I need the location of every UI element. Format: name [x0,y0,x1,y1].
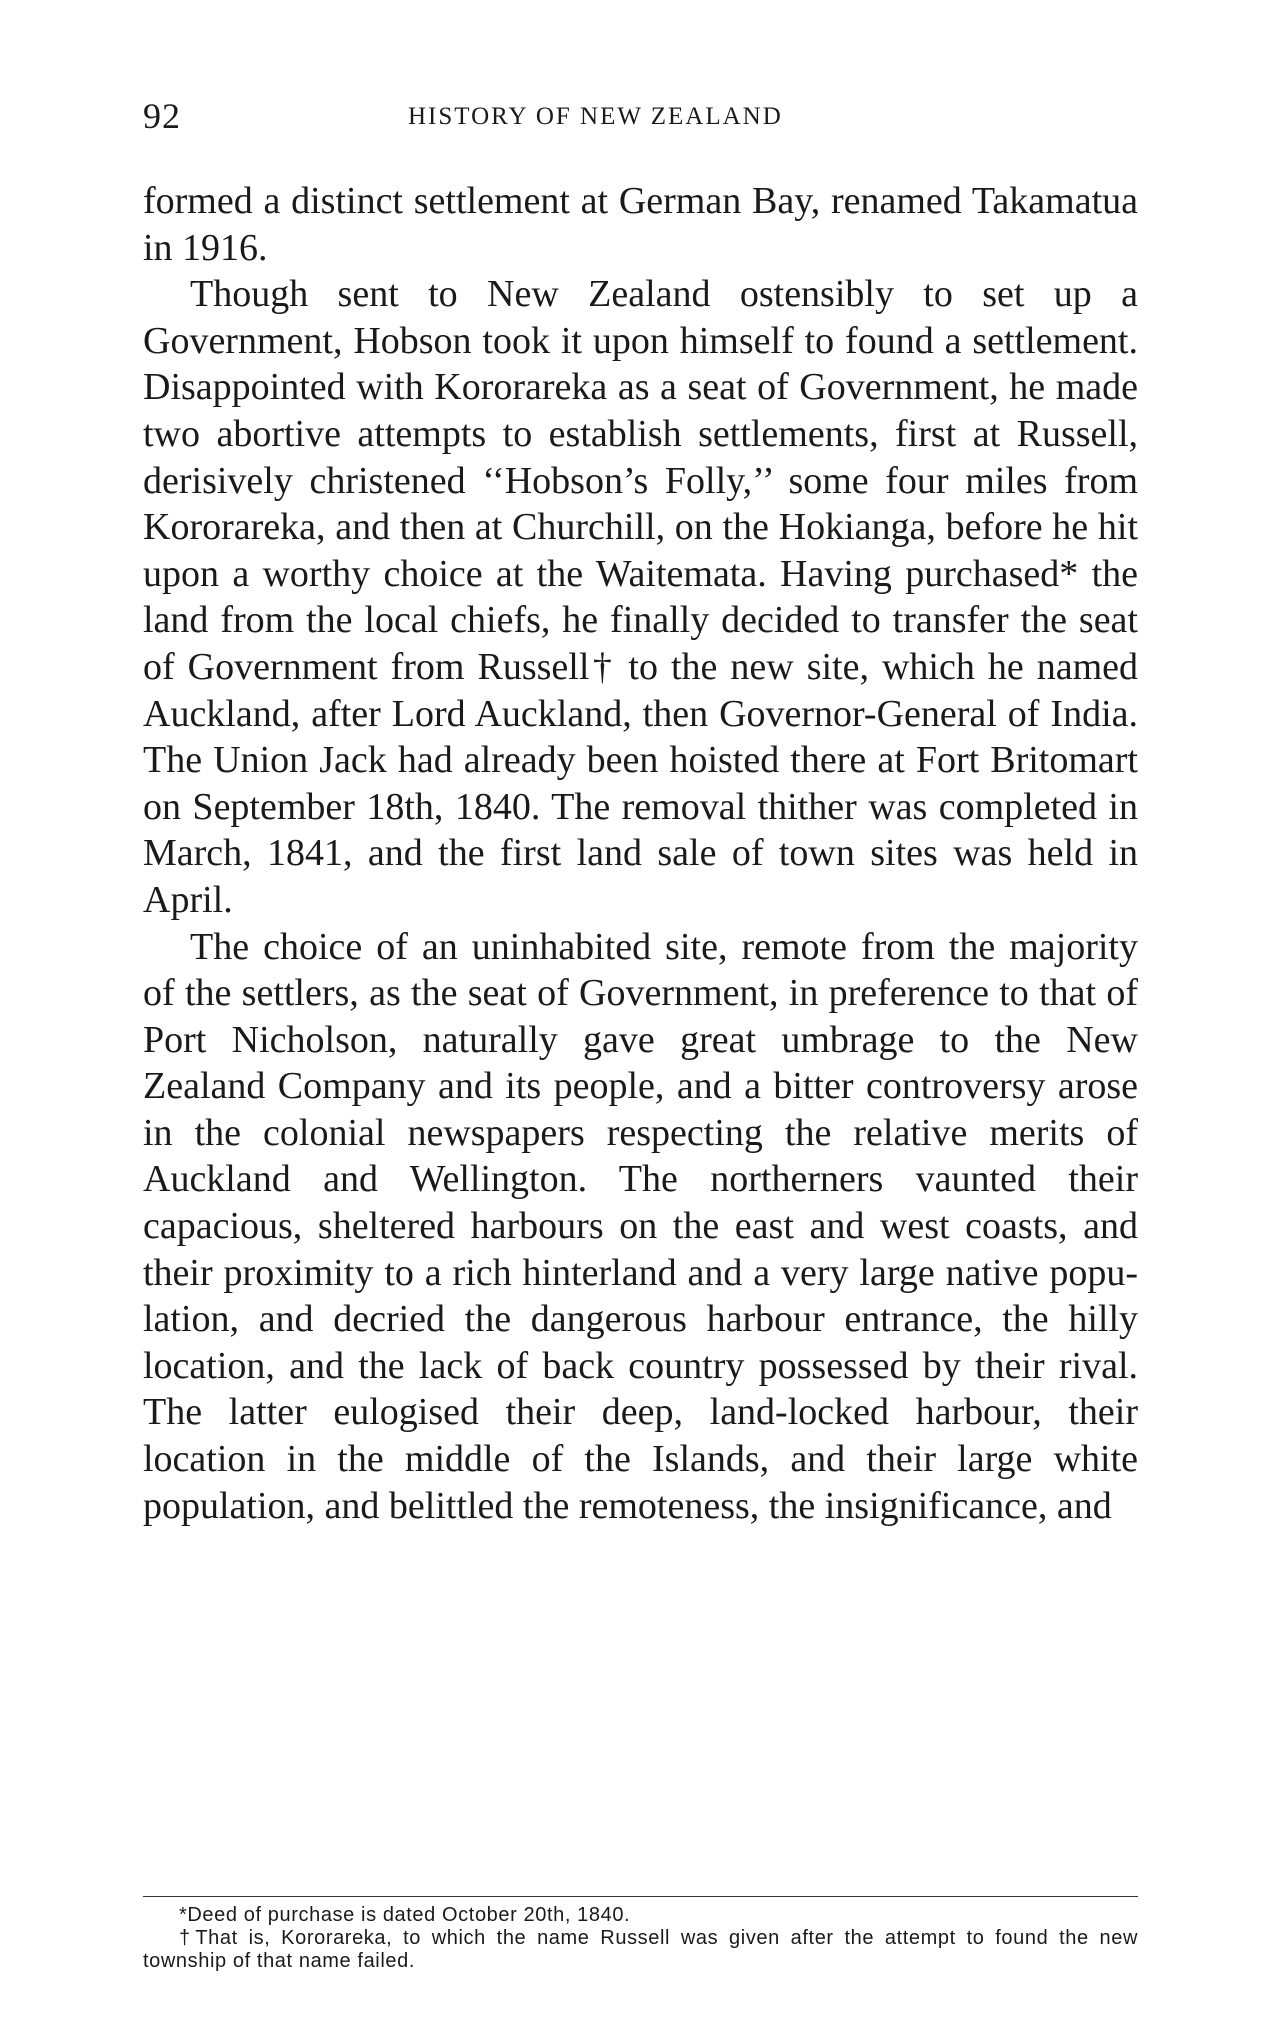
paragraph-continuation: formed a distinct settlement at German Bay, renamed Takamatua in 1916. [143,180,1138,269]
paragraph-auckland-wellington-controversy: The choice of an uninhabited site, remote from the majority of the settlers, as the seat of Government, in preference to that of Port Nicholson, naturally gave great umbrage to the New Zealand Company and its people, and a bitter controversy arose in the colonial newspapers respecting the relative merits of Auckland and Wellington. The northerners vaunted their capacious, sheltered harbours on the east and west coasts, and their proximity to a rich hinterland and a very large native population, and decried the dangerous harbour entrance, the hilly location, and the lack of back country possessed by their rival. The latter eulogised their deep, land-locked harbour, their location in the middle of the Islands, and their large white population, and belittled the remoteness, the insignificance, and [143,925,1138,1527]
page-number: 92 [143,96,181,136]
footnotes [143,1904,1138,1973]
footnote-kororareka: †That is, Kororareka, to which the name Russell was given after the attempt to found the new township of that name failed. [143,1927,1138,1972]
footnote-deed: *Deed of purchase is dated October 20th, 1840. [179,1904,631,1926]
paragraph-hobson-settlement: Though sent to New Zealand ostensibly to set up a Government, Hobson took it upon himself to found a settlement. Disappointed with Kororareka as a seat of Government, he made two abortive attempts to establish settlements, first at Russell, derisively christened ‘‘Hobson’s Folly,’’ some four miles from Kororareka, and then at Churchill, on the Hokianga, before he hit upon a worthy choice at the Waitemata. Having purchased* the land from the local chiefs, he finally decided to transfer the seat of Government from Russell† to the new site, which he named Auckland, after Lord Auckland, then Governor-General of India. The Union Jack had already been hoisted there at Fort Britomart on September 18th, 1840. The removal thither was completed in March, 1841, and the first land sale of town sites was held in April. [143,273,1138,921]
body-text [143,178,1138,1529]
page-header [143,95,1138,145]
footnote-divider [143,1896,1138,1897]
running-head: HISTORY OF NEW ZEALAND [408,103,783,130]
